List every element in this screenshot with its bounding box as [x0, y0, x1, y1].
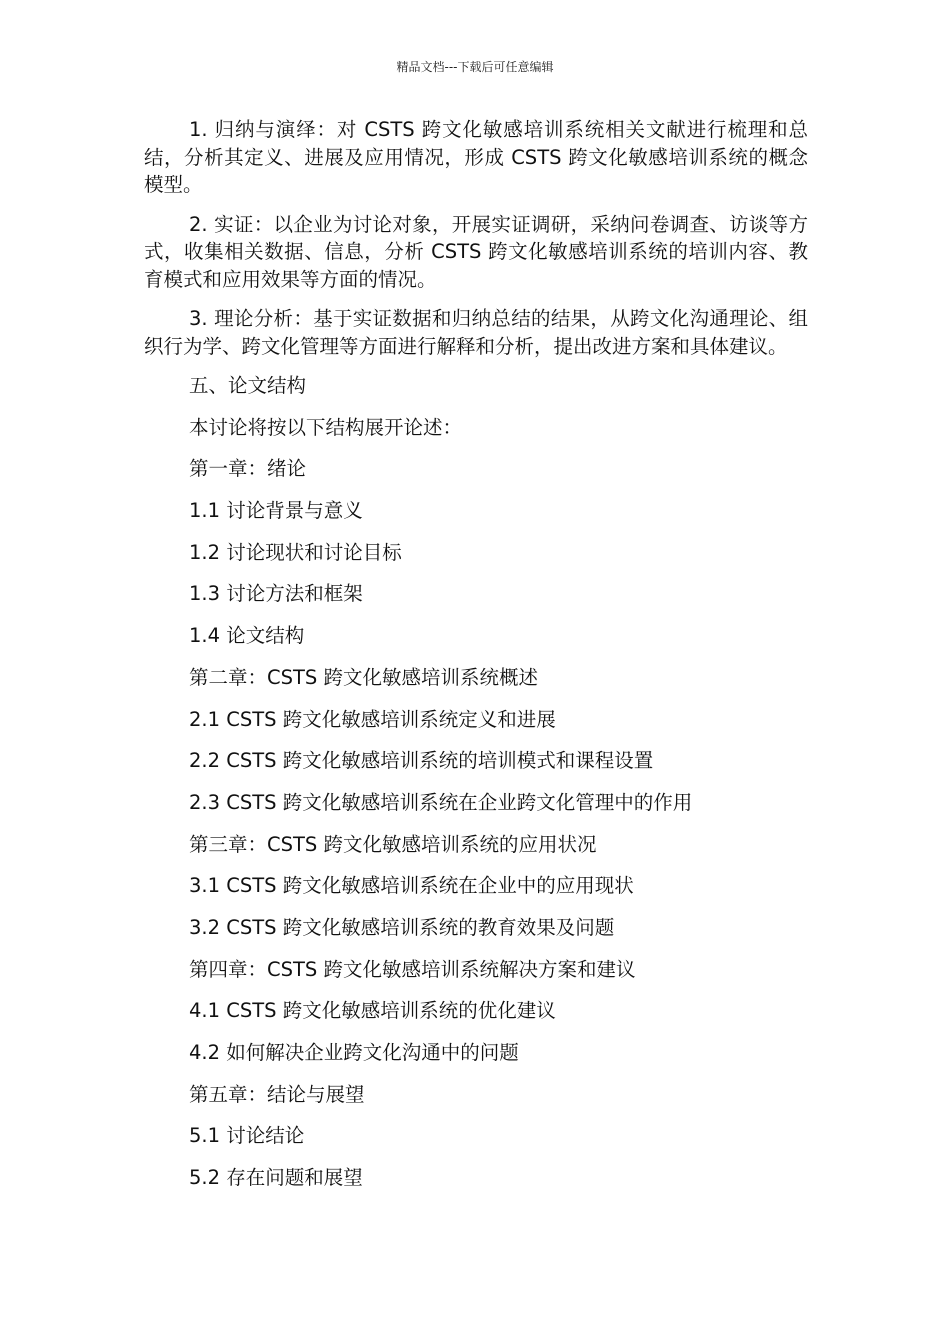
structure-intro: 本讨论将按以下结构展开论述： — [189, 415, 463, 439]
outline-item: 1.3 讨论方法和框架 — [189, 582, 363, 606]
chapter-heading: 第五章：结论与展望 — [189, 1082, 365, 1106]
outline-item: 4.1 CSTS 跨文化敏感培训系统的优化建议 — [189, 999, 556, 1023]
method-paragraph-theory: 3. 理论分析：基于实证数据和归纳总结的结果，从跨文化沟通理论、组织行为学、跨文化管理等方面进行解释和分析，提出改进方案和具体建议。 — [144, 307, 808, 358]
outline-item: 1.2 讨论现状和讨论目标 — [189, 540, 402, 564]
method-paragraph-induction: 1. 归纳与演绎：对 CSTS 跨文化敏感培训系统相关文献进行梳理和总结，分析其定义、进展及应用情况，形成 CSTS 跨文化敏感培训系统的概念模型。 — [144, 118, 808, 196]
chapter-heading: 第一章：绪论 — [189, 457, 307, 481]
outline-item: 1.4 论文结构 — [189, 624, 305, 648]
method-paragraph-empirical: 2. 实证：以企业为讨论对象，开展实证调研，采纳问卷调查、访谈等方式，收集相关数据、信息，分析 CSTS 跨文化敏感培训系统的培训内容、教育模式和应用效果等方面的情况。 — [144, 212, 808, 291]
outline-item: 5.2 存在问题和展望 — [189, 1166, 363, 1190]
section-heading: 五、论文结构 — [189, 374, 307, 397]
chapter-heading: 第三章：CSTS 跨文化敏感培训系统的应用状况 — [189, 832, 597, 856]
outline-item: 5.1 讨论结论 — [189, 1124, 305, 1148]
outline-item: 3.2 CSTS 跨文化敏感培训系统的教育效果及问题 — [189, 915, 615, 939]
outline-item: 4.2 如何解决企业跨文化沟通中的问题 — [189, 1041, 519, 1064]
outline-item: 1.1 讨论背景与意义 — [189, 499, 363, 523]
outline-item: 3.1 CSTS 跨文化敏感培训系统在企业中的应用现状 — [189, 874, 634, 898]
outline-item: 2.3 CSTS 跨文化敏感培训系统在企业跨文化管理中的作用 — [189, 790, 693, 814]
outline-item: 2.2 CSTS 跨文化敏感培训系统的培训模式和课程设置 — [189, 749, 654, 773]
page-header: 精品文档---下载后可任意编辑 — [396, 60, 554, 74]
chapter-heading: 第四章：CSTS 跨文化敏感培训系统解决方案和建议 — [189, 957, 636, 981]
chapter-heading: 第二章：CSTS 跨文化敏感培训系统概述 — [189, 665, 538, 689]
outline-item: 2.1 CSTS 跨文化敏感培训系统定义和进展 — [189, 707, 556, 731]
document-body — [144, 116, 808, 1206]
